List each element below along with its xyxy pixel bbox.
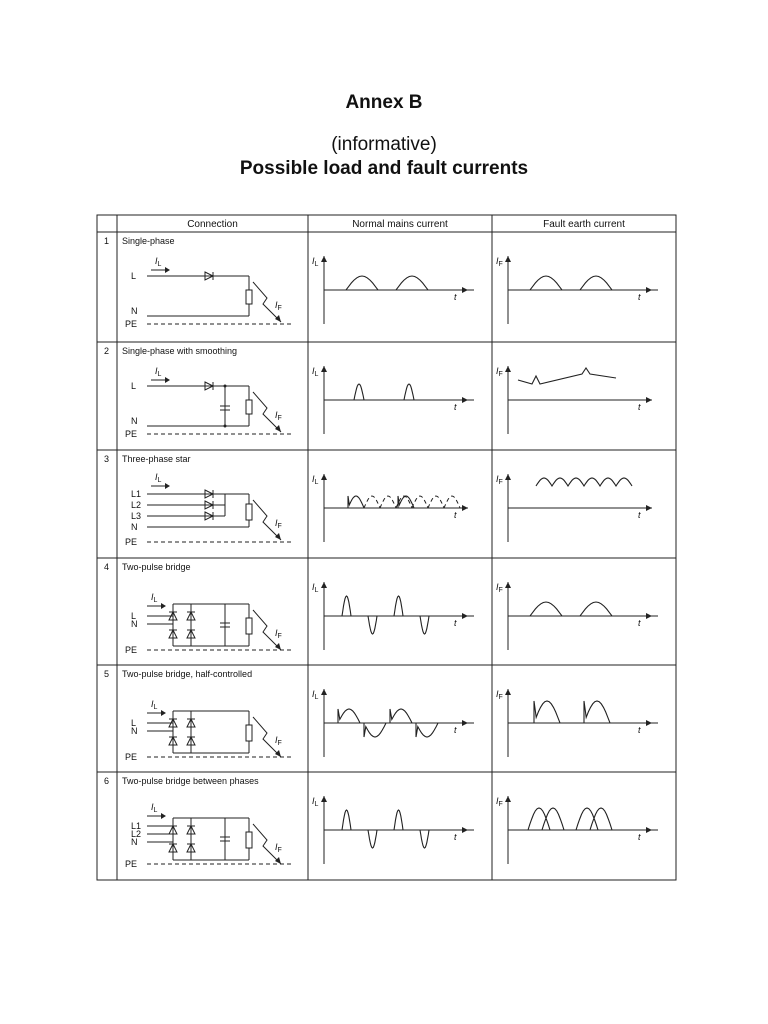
circuit-diagram (125, 699, 293, 762)
table-row (104, 346, 652, 439)
line-label: N (131, 416, 138, 426)
mains-current-plot (312, 474, 468, 542)
column-header: Connection (187, 219, 238, 230)
fault-current-plot (496, 582, 658, 650)
fault-current-plot (496, 796, 658, 864)
fault-current-plot (496, 474, 652, 542)
connection-label: Three-phase star (122, 454, 191, 464)
load-axis-label: $I_L$ (312, 474, 319, 486)
load-current-label: $I_L$ (155, 256, 162, 268)
fault-current-label: $I_F$ (275, 628, 282, 640)
time-axis-label: t (454, 725, 457, 735)
time-axis-label: t (638, 618, 641, 628)
time-axis-label: t (454, 618, 457, 628)
line-label: PE (125, 429, 138, 439)
fault-current-label: $I_F$ (275, 735, 282, 747)
informative-note: (informative) (331, 134, 437, 155)
mains-current-plot (312, 256, 474, 324)
line-label: PE (125, 752, 138, 762)
row-number: 4 (104, 562, 110, 572)
line-label: L1 (131, 821, 142, 831)
fault-axis-label: $I_F$ (496, 582, 503, 594)
table-row (104, 669, 658, 762)
fault-axis-label: $I_F$ (496, 796, 503, 808)
fault-axis-label: $I_F$ (496, 366, 503, 378)
load-axis-label: $I_L$ (312, 256, 319, 268)
line-label: PE (125, 859, 138, 869)
fault-axis-label: $I_F$ (496, 474, 503, 486)
line-label: L2 (131, 829, 142, 839)
circuit-diagram (125, 366, 293, 439)
row-number: 3 (104, 454, 110, 464)
circuit-diagram (125, 256, 293, 329)
line-label: N (131, 726, 138, 736)
time-axis-label: t (454, 510, 457, 520)
fault-current-label: $I_F$ (275, 842, 282, 854)
line-label: L2 (131, 500, 142, 510)
line-label: L1 (131, 489, 142, 499)
column-header: Fault earth current (543, 219, 625, 230)
fault-axis-label: $I_F$ (496, 689, 503, 701)
mains-current-plot (312, 796, 474, 864)
table-row (104, 236, 658, 329)
load-current-label: $I_L$ (155, 472, 162, 484)
load-current-label: $I_L$ (155, 366, 162, 378)
line-label: L (131, 381, 137, 391)
time-axis-label: t (638, 402, 641, 412)
load-current-label: $I_L$ (151, 592, 158, 604)
row-number: 2 (104, 346, 110, 356)
line-label: N (131, 619, 138, 629)
circuit-diagram (125, 472, 293, 547)
mains-current-plot (312, 366, 474, 434)
line-label: PE (125, 537, 138, 547)
fault-current-label: $I_F$ (275, 410, 282, 422)
row-number: 5 (104, 669, 110, 679)
fault-current-plot (496, 366, 652, 434)
load-axis-label: $I_L$ (312, 796, 319, 808)
table-row (104, 776, 658, 869)
row-number: 6 (104, 776, 110, 786)
line-label: PE (125, 319, 138, 329)
mains-current-plot (312, 582, 474, 650)
time-axis-label: t (638, 510, 641, 520)
fault-current-label: $I_F$ (275, 518, 282, 530)
circuit-diagram (125, 592, 293, 655)
load-axis-label: $I_L$ (312, 366, 319, 378)
table-row (104, 454, 652, 547)
time-axis-label: t (454, 832, 457, 842)
circuit-diagram (125, 802, 293, 869)
line-label: L (131, 611, 137, 621)
connection-label: Two-pulse bridge, half-controlled (122, 669, 253, 679)
time-axis-label: t (638, 292, 641, 302)
connection-label: Two-pulse bridge (122, 562, 191, 572)
line-label: N (131, 522, 138, 532)
annex-heading: Annex B (345, 92, 423, 113)
load-current-label: $I_L$ (151, 699, 158, 711)
annex-title: Possible load and fault currents (239, 158, 529, 179)
row-number: 1 (104, 236, 110, 246)
mains-current-plot (312, 689, 474, 757)
connection-label: Single-phase with smoothing (122, 346, 238, 356)
load-axis-label: $I_L$ (312, 582, 319, 594)
fault-axis-label: $I_F$ (496, 256, 503, 268)
fault-current-label: $I_F$ (275, 300, 282, 312)
time-axis-label: t (454, 402, 457, 412)
connection-label: Single-phase (122, 236, 175, 246)
line-label: PE (125, 645, 138, 655)
line-label: L3 (131, 511, 142, 521)
fault-current-plot (496, 256, 658, 324)
table-row (104, 562, 658, 655)
load-current-label: $I_L$ (151, 802, 158, 814)
load-axis-label: $I_L$ (312, 689, 319, 701)
time-axis-label: t (638, 832, 641, 842)
time-axis-label: t (454, 292, 457, 302)
line-label: N (131, 837, 138, 847)
time-axis-label: t (638, 725, 641, 735)
connection-label: Two-pulse bridge between phases (122, 776, 259, 786)
fault-current-plot (496, 689, 658, 757)
column-header: Normal mains current (352, 219, 448, 230)
line-label: N (131, 306, 138, 316)
line-label: L (131, 271, 137, 281)
line-label: L (131, 718, 137, 728)
